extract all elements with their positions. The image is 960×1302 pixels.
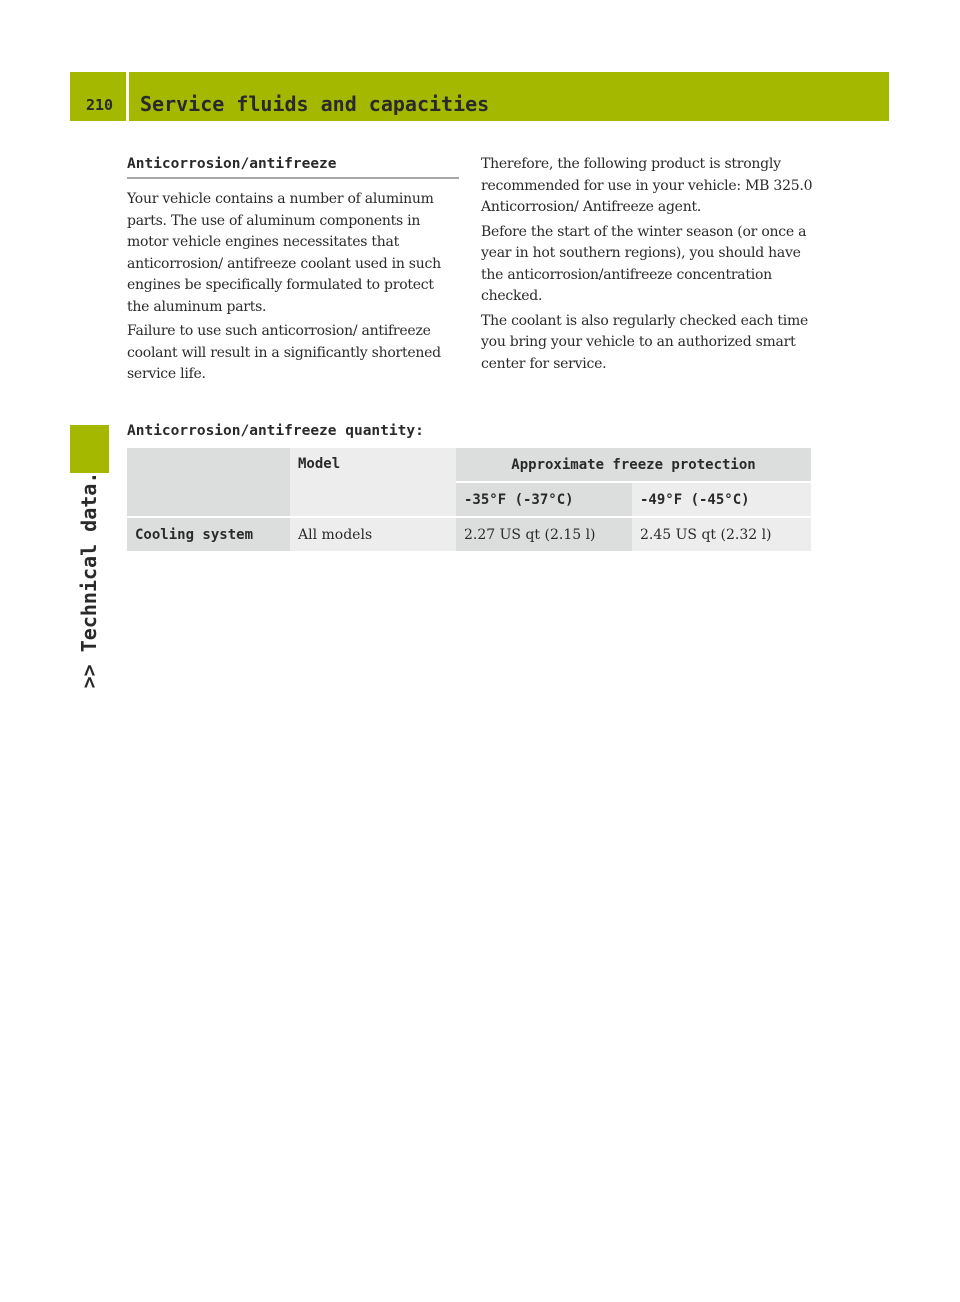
page-number: 210 — [86, 96, 114, 114]
table-header-freeze-protection: Approximate freeze protection — [456, 448, 811, 482]
body-paragraph: Before the start of the winter season (or once a year in hot southern regions), you should have the anticorrosion/antifreeze concentration checked. — [481, 223, 807, 304]
table-corner-cell — [127, 448, 290, 517]
left-column — [127, 154, 459, 389]
body-paragraph: Your vehicle contains a number of aluminum parts. The use of aluminum components in motor vehicle engines necessitates that anticorrosion/ antifreeze coolant used in such engines be specifically formulated to protect the aluminum parts. — [127, 191, 441, 315]
body-paragraph: The coolant is also regularly checked each time you bring your vehicle to an authorized smart center for service. — [481, 312, 809, 372]
quantity-heading: Anticorrosion/antifreeze quantity: — [127, 423, 424, 439]
page-number-cell — [70, 72, 126, 121]
table-header-row — [127, 448, 811, 482]
right-column — [481, 154, 816, 378]
body-paragraph: Therefore, the following product is strongly recommended for use in your vehicle: MB 325.0 Anticorrosion/ Antifreeze agent. — [481, 156, 813, 215]
page-header-bar — [70, 72, 889, 121]
table-row — [127, 517, 811, 552]
table-cell-model: All models — [290, 517, 456, 552]
body-paragraph: Failure to use such anticorrosion/ antifreeze coolant will result in a significantly shortened service life. — [127, 323, 441, 382]
table-subheader-temp-1: -35°F (-37°C) — [456, 482, 632, 517]
header-divider — [126, 72, 129, 121]
section-heading: Anticorrosion/antifreeze — [127, 154, 459, 179]
table-row-label: Cooling system — [127, 517, 290, 552]
page-title: Service fluids and capacities — [140, 92, 490, 116]
chapter-tab-marker — [70, 425, 109, 473]
table-cell-value-1: 2.27 US qt (2.15 l) — [456, 517, 632, 552]
antifreeze-quantity-table — [127, 448, 811, 553]
table-cell-value-2: 2.45 US qt (2.32 l) — [632, 517, 811, 552]
chapter-tab-label: >> Technical data. — [77, 471, 101, 689]
table-header-model: Model — [290, 448, 456, 517]
table-subheader-temp-2: -49°F (-45°C) — [632, 482, 811, 517]
